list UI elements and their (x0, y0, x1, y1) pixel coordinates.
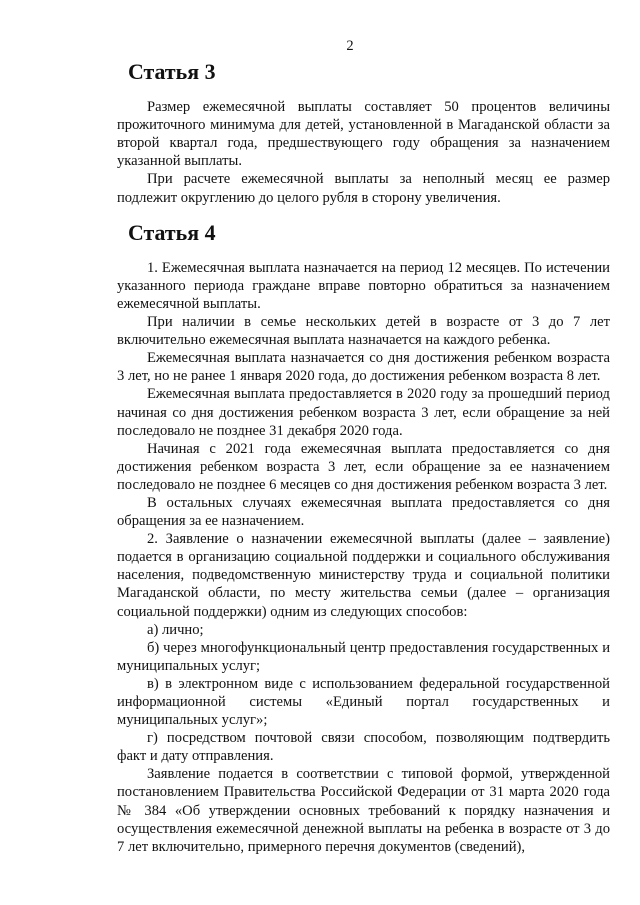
list-item-a: а) лично; (147, 621, 204, 638)
list-item-v: в) в электронном виде с использованием федеральной государственной информационной системы «Единый портал государственных и муниципальных услуг»; (117, 675, 610, 729)
article-4-paragraph: Ежемесячная выплата назначается со дня достижения ребенком возраста 3 лет, но не ранее 1 января 2020 года, до достижения ребенком возраста 8 лет. (117, 350, 610, 385)
article-4-heading: Статья 4 (128, 219, 216, 245)
list-item-g: г) посредством почтовой связи способом, позволяющим подтвердить факт и дату отправления. (117, 730, 610, 765)
article-4-paragraph: В остальных случаях ежемесячная выплата предоставляется со дня обращения за ее назначением. (117, 494, 610, 530)
article-4-paragraph: 1. Ежемесячная выплата назначается на период 12 месяцев. По истечении указанного периода граждане вправе повторно обратиться за назначением ежемесячной выплаты. (117, 259, 610, 312)
article-3-paragraph: При расчете ежемесячной выплаты за неполный месяц ее размер подлежит округлению до целого рубля в сторону увеличения. (117, 171, 610, 206)
article-4-paragraph: Заявление подается в соответствии с типовой формой, утвержденной постановлением Правительства Российской Федерации от 31 марта 2020 года № 384 «Об утверждении основных требований к порядку назначения и осуществления ежемесячной денежной выплаты на ребенка в возрасте от 3 до 7 лет включительно, примерного перечня документов (сведений), (117, 766, 610, 855)
document-body (117, 59, 610, 856)
list-item-b: б) через многофункциональный центр предоставления государственных и муниципальных услуг; (117, 639, 610, 674)
article-4-paragraph: При наличии в семье нескольких детей в возрасте от 3 до 7 лет включительно ежемесячная выплата назначается на каждого ребенка. (117, 314, 610, 349)
article-3-heading: Статья 3 (128, 59, 216, 84)
article-3-paragraph: Размер ежемесячной выплаты составляет 50 процентов величины прожиточного минимума для детей, установленной в Магаданской области за второй квартал года, предшествующего году обращения за назначением указанной выплаты. (117, 99, 610, 170)
page-number: 2 (346, 38, 354, 54)
article-4-paragraph: 2. Заявление о назначении ежемесячной выплаты (далее – заявление) подается в организацию социальной поддержки и социального обслуживания населения, подведомственную министерству труда и социальной политики Магаданской области, по месту жительства семьи (далее – организация социальной поддержки) одним из следующих способов: (117, 531, 610, 620)
article-4-paragraph: Начиная с 2021 года ежемесячная выплата предоставляется со дня достижения ребенком возраста 3 лет, если обращение за ее назначением последовало не позднее 6 месяцев со дня достижения ребенком возраста 3 лет. (117, 440, 610, 493)
article-4-paragraph: Ежемесячная выплата предоставляется в 2020 году за прошедший период начиная со дня достижения ребенком возраста 3 лет, если обращение за ней последовало не позднее 31 декабря 2020 года. (117, 386, 610, 439)
